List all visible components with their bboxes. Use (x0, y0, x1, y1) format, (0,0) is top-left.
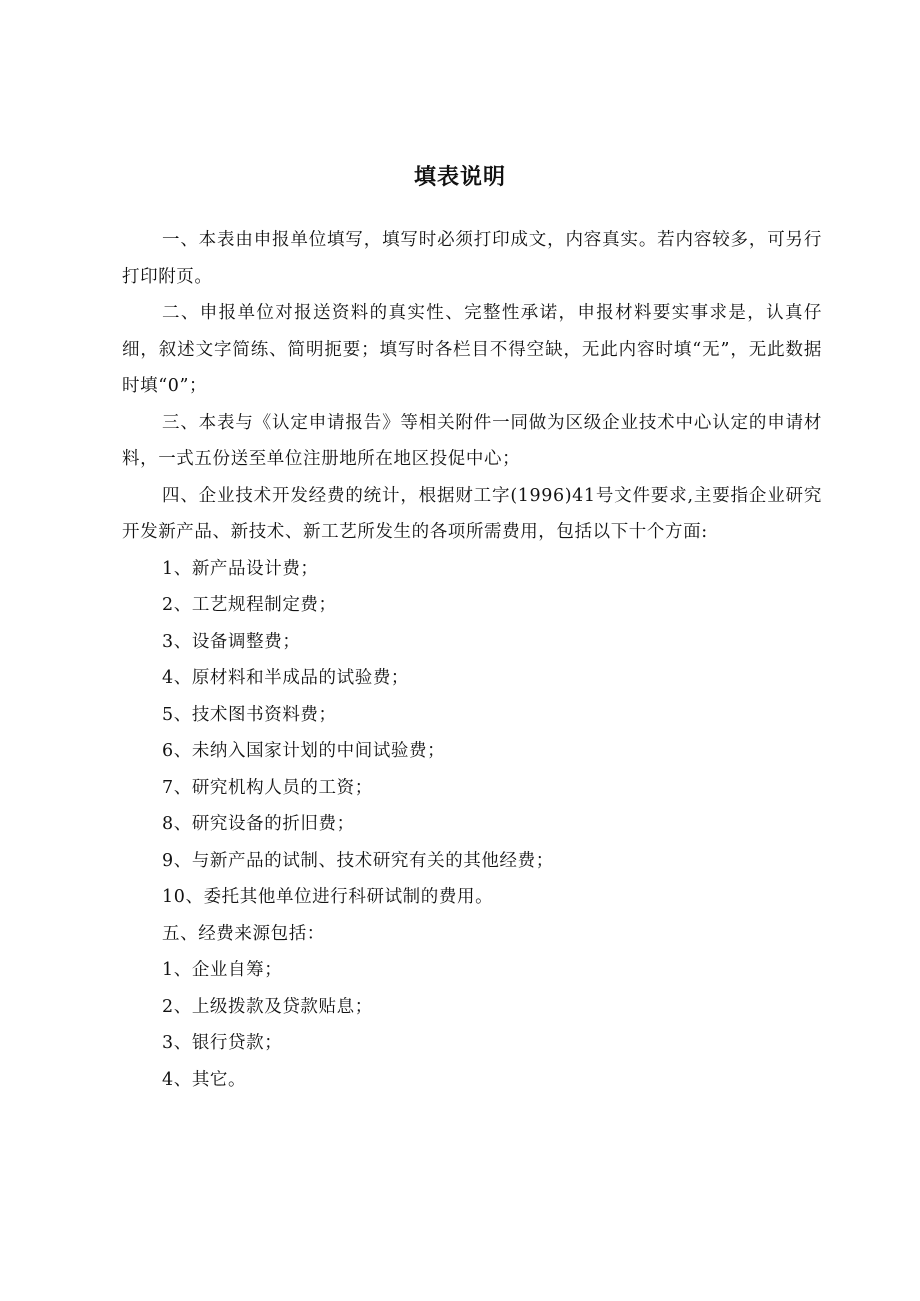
expense-item-8: 8、研究设备的折旧费； (162, 814, 355, 834)
funding-heading: 五、经费来源包括： (162, 923, 325, 944)
expense-item-6: 6、未纳入国家计划的中间试验费； (162, 741, 446, 761)
document-body (122, 222, 822, 1098)
funding-item-3: 3、银行贷款； (162, 1033, 283, 1053)
expense-item-9: 9、与新产品的试制、技术研究有关的其他经费； (162, 850, 554, 871)
paragraph-2: 二、申报单位对报送资料的真实性、完整性承诺，申报材料要实事求是，认真仔细，叙述文字简练、简明扼要；填写时各栏目不得空缺，无此内容时填“无”，无此数据时填“0”； (122, 303, 822, 396)
funding-item-1: 1、企业自筹； (162, 960, 283, 980)
paragraph-3: 三、本表与《认定申请报告》等相关附件一同做为区级企业技术中心认定的申请材料，一式五份送至单位注册地所在地区投促中心； (122, 412, 822, 469)
funding-item-2: 2、上级拨款及贷款贴息； (162, 996, 373, 1017)
expense-item-3: 3、设备调整费； (162, 631, 301, 652)
expense-item-4: 4、原材料和半成品的试验费； (162, 668, 410, 688)
paragraph-4: 四、企业技术开发经费的统计，根据财工字(1996)41号文件要求,主要指企业研究开发新产品、新技术、新工艺所发生的各项所需费用，包括以下十个方面: (122, 485, 822, 542)
expense-item-7: 7、研究机构人员的工资； (162, 777, 373, 798)
page-title: 填表说明 (413, 165, 506, 190)
funding-item-4: 4、其它。 (162, 1069, 247, 1090)
expense-item-10: 10、委托其他单位进行科研试制的费用。 (162, 887, 494, 907)
expense-item-2: 2、工艺规程制定费； (162, 595, 337, 615)
paragraph-1: 一、本表由申报单位填写，填写时必须打印成文，内容真实。若内容较多，可另行打印附页。 (122, 230, 822, 287)
expense-item-1: 1、新产品设计费； (162, 558, 319, 579)
expense-item-5: 5、技术图书资料费； (162, 704, 337, 725)
